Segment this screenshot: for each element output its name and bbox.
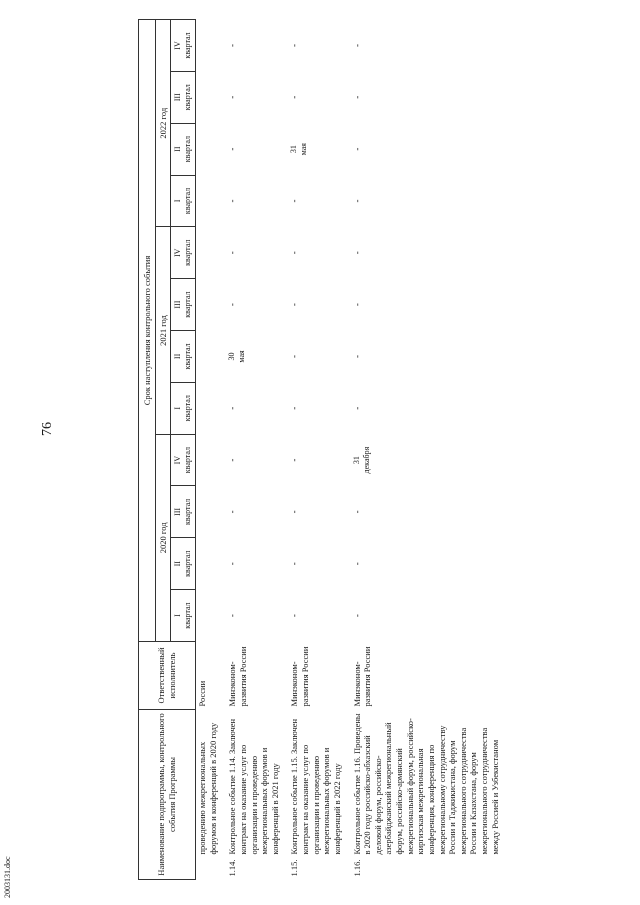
row-value-q8: - [227,251,238,255]
row-value-q5 [196,382,227,434]
row-value-q6 [196,331,227,383]
quarter-number: II [173,146,182,152]
header-quarter-2 [171,538,196,590]
row-name: проведению межрегиональных форумов и конференций в 2020 году [197,722,218,855]
row-value-q1: - [289,614,300,618]
date-part: мая [237,350,247,363]
quarter-number: I [173,406,182,410]
row-executor: Минэконом-развития России [289,646,310,707]
row-value-q3: - [351,510,362,514]
schedule-table [138,19,508,880]
row-value-q1: - [351,614,362,618]
row-value-q2: - [351,562,362,566]
row-value-q12 [196,20,227,72]
row-value-q6: - [289,354,300,358]
row-value-q4: - [289,458,300,462]
header-quarter-1 [171,590,196,642]
header-year-2022: 2022 год [156,20,171,227]
row-value-q7 [196,279,227,331]
row-value-q7: - [351,303,362,307]
quarter-word: квартал [183,136,192,163]
row-value-q6 [226,331,288,383]
row-value-q2: - [289,562,300,566]
header-quarter-5 [171,382,196,434]
row-value-q12: - [351,43,362,47]
row-value-q3: - [289,510,300,514]
row-executor: Минэконом-развития России [351,646,373,707]
table-row [351,20,509,880]
quarter-word: квартал [183,343,192,370]
header-quarter-7 [171,279,196,331]
row-value-q2 [196,538,227,590]
table-row [226,20,288,880]
header-quarter-8 [171,227,196,279]
quarter-number: II [173,353,182,360]
table-row [288,20,350,880]
row-number [196,858,227,880]
row-value-q11: - [289,95,300,99]
row-value-q11: - [227,95,238,99]
row-value-q4 [196,434,227,486]
header-deadline: Срок наступления контрольного события [139,20,156,642]
header-year-2021: 2021 год [156,227,171,434]
quarter-number: I [173,199,182,203]
quarter-number: IV [173,248,182,257]
page-number: 76 [40,422,55,436]
quarter-word: квартал [183,498,192,526]
row-name: Контрольное событие 1.14. Заключен контракт на оказание услуг по организации и проведению межрегиональных форумов и конференций в 2021 году [227,718,280,855]
row-value-q2: - [227,562,238,566]
row-value-q9: - [351,199,362,203]
quarter-number: IV [173,455,182,465]
row-value-q8 [196,227,227,279]
row-value-q7: - [227,303,238,307]
date-part: 31 [289,145,299,154]
row-value-q12: - [289,43,300,47]
row-value-q3: - [227,510,238,514]
row-value-q8: - [351,251,362,255]
quarter-number: IV [173,41,182,50]
header-quarter-11 [171,71,196,123]
row-value-q4: - [227,458,238,462]
quarter-number: III [173,93,182,102]
row-value-q1 [196,590,227,642]
row-value-q11: - [351,95,362,99]
quarter-word: квартал [183,84,192,111]
quarter-number: I [173,614,182,617]
quarter-word: квартал [183,550,192,577]
row-value-q10: - [227,147,238,151]
quarter-word: квартал [183,602,192,629]
row-value-q11 [196,71,227,123]
row-value-q5: - [227,406,238,410]
row-executor: Минэконом-развития России [227,646,248,707]
header-executor: Ответственный исполнитель [139,641,196,709]
header-quarter-10 [171,123,196,175]
date-part: мая [299,143,309,156]
header-year-2020: 2020 год [156,434,171,641]
quarter-word: квартал [183,239,192,266]
row-value-q3 [196,486,227,538]
header-quarter-9 [171,175,196,227]
row-value-q9: - [227,199,238,203]
header-quarter-6 [171,331,196,383]
header-name: Наименование подпрограммы, контрольного события Программы [139,709,196,879]
row-value-q5: - [351,406,362,410]
date-part: декабря [361,446,371,474]
quarter-number: III [173,507,182,516]
footer-code: 2003131.doc [3,856,12,898]
quarter-word: квартал [183,291,192,318]
row-value-q9: - [289,199,300,203]
header-quarter-3 [171,486,196,538]
row-value-q10 [196,123,227,175]
row-value-q9 [196,175,227,227]
row-value-q10: - [351,147,362,151]
row-value-q12: - [227,43,238,47]
row-value-q8: - [289,251,300,255]
row-name: Контрольное событие 1.16. Проведены в 2020 году российско-абхазский деловой форум, российско-азербайджанский межрегиональный форум, российско-армянский межрегиональный форум, российско-киргизская межрегиональная конференция, конференция по межрегиональному сотрудничеству России и Таджикистана, форум межрегионального сотрудничества России и Казахстана, форум межрегионального сотрудничества между Россией и Узбекистаном [351,713,500,855]
date-part: 30 [227,352,237,361]
quarter-word: квартал [183,395,192,422]
quarter-number: II [173,561,182,567]
row-executor: России [197,680,207,707]
row-number: 1.16. [351,859,362,877]
row-value-q5: - [289,406,300,410]
row-number: 1.15. [289,859,300,877]
row-name: Контрольное событие 1.15. Заключен контракт на оказание услуг по организации и проведению межрегиональных форумов и конференций в 2022 году [289,718,342,855]
date-part: 31 [351,456,361,465]
row-value-q7: - [289,303,300,307]
row-value-q10 [288,123,350,175]
row-value-q4 [351,434,509,486]
header-quarter-12 [171,20,196,72]
header-quarter-4 [171,434,196,486]
quarter-word: квартал [183,446,192,474]
row-number: 1.14. [227,859,238,877]
quarter-word: квартал [183,32,192,59]
row-value-q1: - [227,614,238,618]
table-row [196,20,227,880]
table-body [196,20,509,880]
quarter-number: III [173,300,182,309]
row-value-q6: - [351,354,362,358]
quarter-word: квартал [183,187,192,215]
